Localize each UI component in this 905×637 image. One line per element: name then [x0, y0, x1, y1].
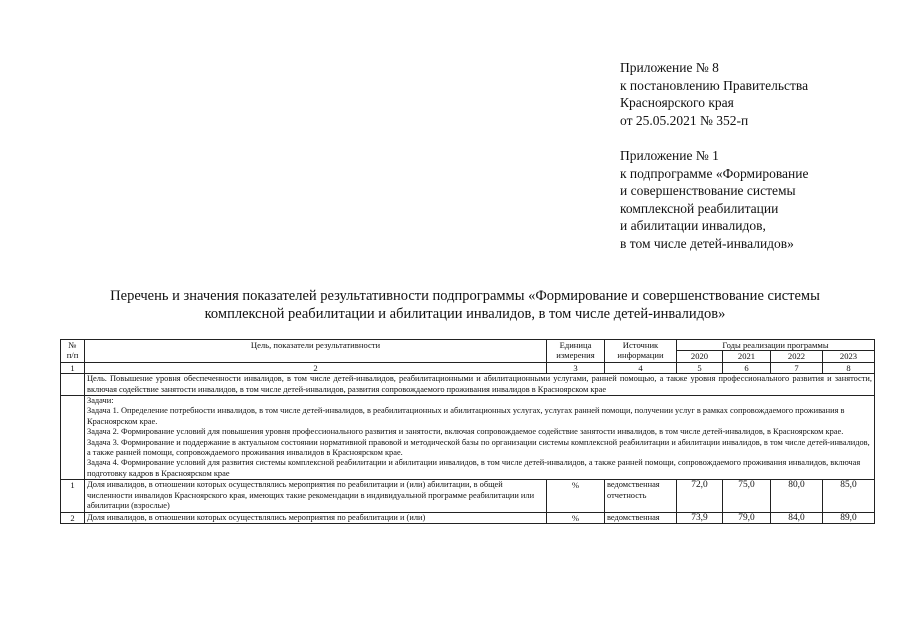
tasks-label: Задачи: — [87, 396, 114, 406]
column-number: 8 — [823, 362, 875, 373]
appendix-8-block — [620, 59, 808, 129]
indicator-value-2020: 72,0 — [677, 480, 723, 512]
column-number: 2 — [85, 362, 547, 373]
header-number-line: п/п — [66, 350, 79, 361]
goal-row — [61, 374, 875, 396]
indicator-unit: % — [547, 480, 605, 512]
indicator-text: Доля инвалидов, в отношении которых осуществлялись мероприятия по реабилитации и (или) — [85, 512, 547, 523]
header-year-2021: 2021 — [723, 351, 771, 362]
appendix-1-line: и совершенствование системы — [620, 183, 796, 198]
appendix-8-line: Красноярского края — [620, 95, 734, 110]
column-number: 4 — [605, 362, 677, 373]
header-unit-line: измерения — [556, 350, 595, 361]
header-number — [61, 340, 85, 363]
indicator-value-2023: 89,0 — [823, 512, 875, 523]
task-item: Задача 3. Формирование и поддержание в актуальном состоянии нормативной правовой и методической базы по организации системы комплексной реабилитации и абилитации инвалидов, в том числе детей-инвалидов, а также ранней помощи, сопровождаемого проживания инвалидов в Красноярском крае. — [87, 437, 870, 458]
column-number: 3 — [547, 362, 605, 373]
task-item: Задача 2. Формирование условий для повышения уровня профессионального развития и занятости, включая сопровождаемое содействие занятости инвалидов, в том числе детей-инвалидов, в Красноярском крае. — [87, 427, 844, 437]
document-title-line-1: Перечень и значения показателей результативности подпрограммы «Формирование и совершенствование системы — [110, 288, 820, 304]
column-number-row — [61, 362, 875, 373]
appendix-1-line: комплексной реабилитации — [620, 200, 779, 216]
indicator-text: Доля инвалидов, в отношении которых осуществлялись мероприятия по реабилитации и (или) абилитации, в общей численности инвалидов Красноярского края, имеющих такие рекомендации в индивидуальной программе реабилитации или абилитации (взрослые) — [85, 480, 547, 512]
indicator-value-2020: 73,9 — [677, 512, 723, 523]
header-unit — [547, 340, 605, 363]
column-number: 6 — [723, 362, 771, 373]
appendix-8-line: к постановлению Правительства — [620, 77, 809, 93]
tasks-row — [61, 396, 875, 480]
column-number: 7 — [771, 362, 823, 373]
header-unit-line: Единица — [559, 340, 592, 350]
goal-text: Цель. Повышение уровня обеспеченности инвалидов, в том числе детей-инвалидов, реабилитационными и абилитационными услугами, ранней помощью, а также уровня профессионального развития и занятости, включая содействие занятости инвалидов, в том числе детей-инвалидов, развития сопровождаемого проживания инвалидов в Красноярском крае — [85, 374, 875, 396]
indicator-row-2 — [61, 512, 875, 523]
indicators-table — [60, 339, 875, 524]
appendix-8-line: Приложение № 8 — [620, 60, 719, 75]
goal-number-cell — [61, 374, 85, 396]
document-title — [60, 287, 870, 323]
appendix-1-block — [620, 147, 808, 252]
task-item: Задача 4. Формирование условий для развития системы комплексной реабилитации и абилитации инвалидов, в том числе детей-инвалидов, а также ранней помощи, сопровождаемого проживания инвалидов, включая подготовку кадров в Красноярском крае — [87, 458, 861, 478]
tasks-number-cell — [61, 396, 85, 480]
header-goal: Цель, показатели результативности — [85, 340, 547, 363]
indicator-number: 1 — [61, 480, 85, 512]
indicator-number: 2 — [61, 512, 85, 523]
header-row-1 — [61, 340, 875, 351]
header-number-line: № — [68, 340, 77, 350]
document-title-line-2: комплексной реабилитации и абилитации инвалидов, в том числе детей-инвалидов» — [204, 306, 726, 322]
indicator-unit: % — [547, 512, 605, 523]
indicator-value-2022: 80,0 — [771, 480, 823, 512]
task-item: Задача 1. Определение потребности инвалидов, в том числе детей-инвалидов, в реабилитационных и абилитационных услугах, услугах ранней помощи, получении услуг в рамках сопровождаемого проживания в Красноярском крае. — [87, 406, 845, 426]
indicator-value-2021: 75,0 — [723, 480, 771, 512]
indicator-value-2021: 79,0 — [723, 512, 771, 523]
tasks-cell — [85, 396, 875, 480]
header-source-line: Источник — [622, 340, 659, 350]
header-years: Годы реализации программы — [677, 340, 875, 351]
header-source-line: информации — [617, 350, 664, 361]
indicator-value-2023: 85,0 — [823, 480, 875, 512]
indicator-source: ведомственная — [605, 512, 677, 523]
header-year-2020: 2020 — [677, 351, 723, 362]
header-source — [605, 340, 677, 363]
header-year-2022: 2022 — [771, 351, 823, 362]
header-year-2023: 2023 — [823, 351, 875, 362]
column-number: 5 — [677, 362, 723, 373]
appendix-8-line: от 25.05.2021 № 352-п — [620, 112, 749, 128]
indicator-value-2022: 84,0 — [771, 512, 823, 523]
appendix-1-line: и абилитации инвалидов, — [620, 218, 766, 233]
column-number: 1 — [61, 362, 85, 373]
appendix-1-line: к подпрограмме «Формирование — [620, 165, 809, 181]
indicator-row-1 — [61, 480, 875, 512]
indicator-source: ведомственная отчетность — [605, 480, 677, 512]
appendix-1-line: в том числе детей-инвалидов» — [620, 235, 794, 251]
appendix-1-line: Приложение № 1 — [620, 148, 719, 163]
